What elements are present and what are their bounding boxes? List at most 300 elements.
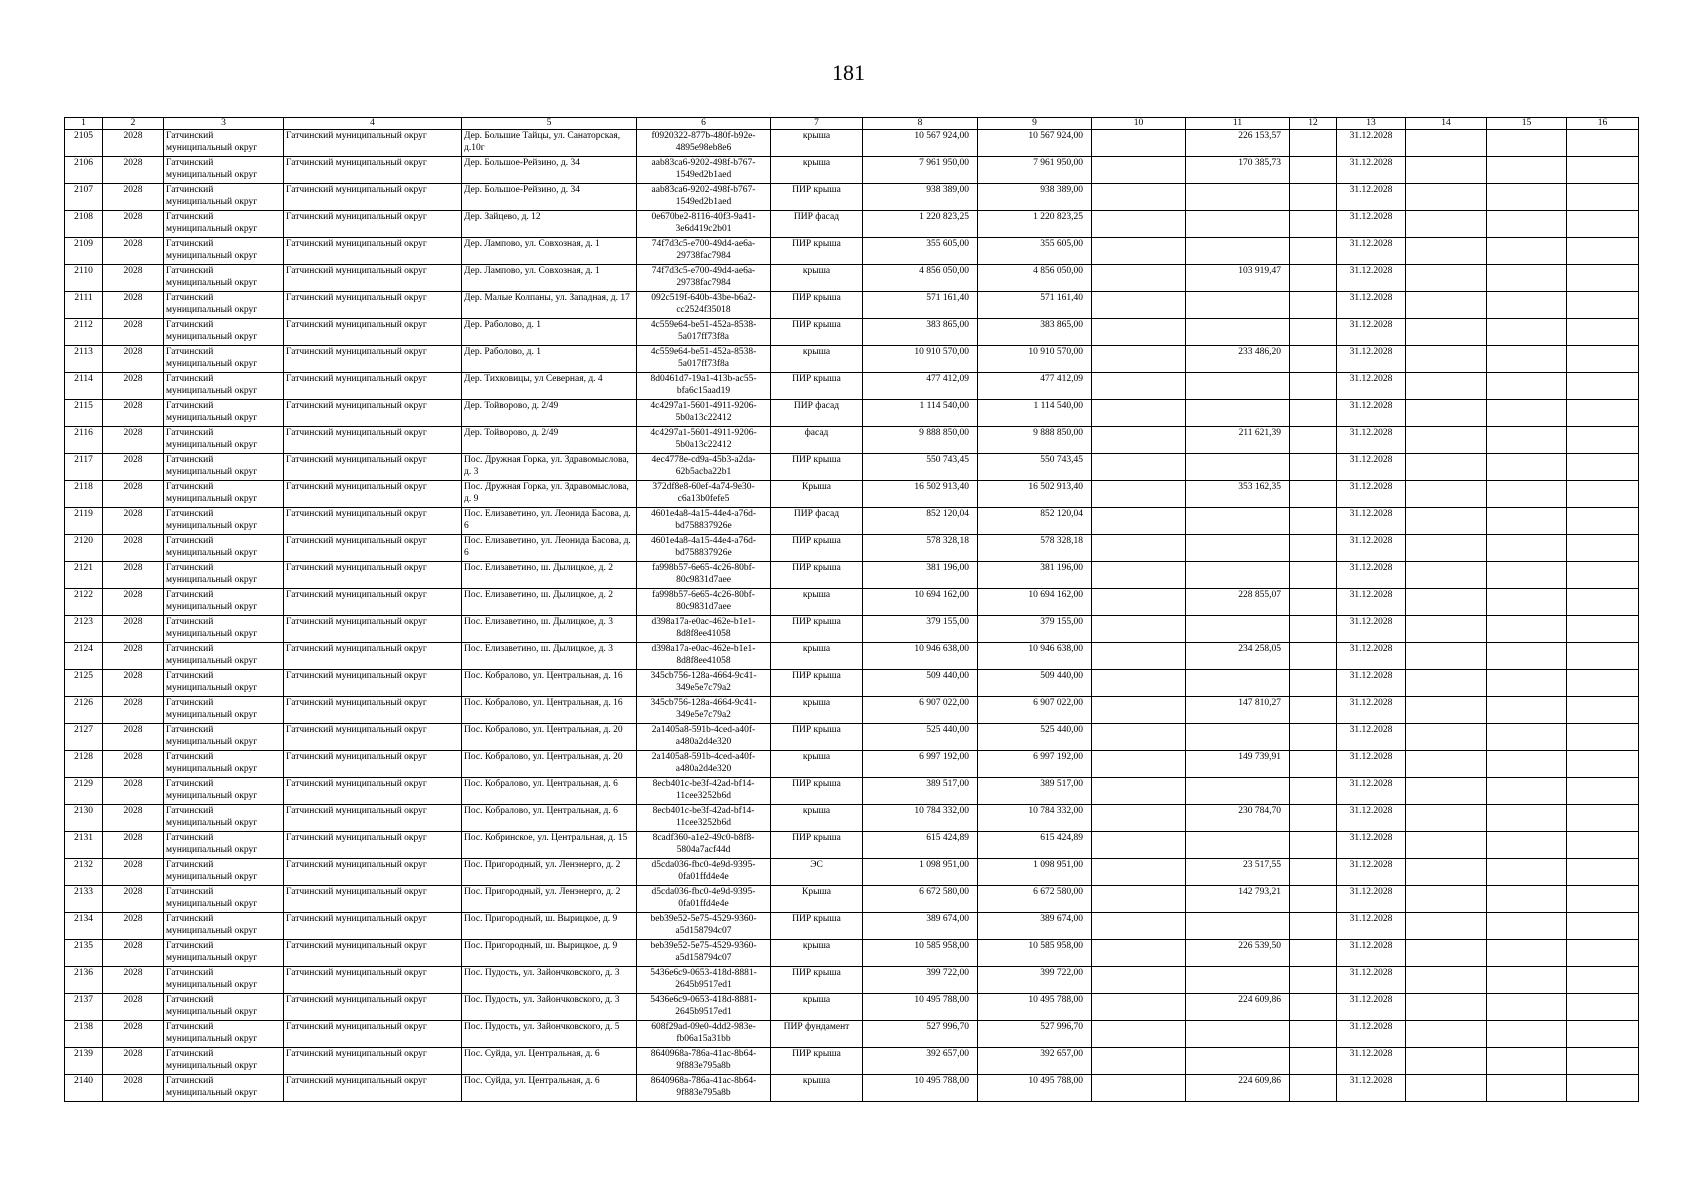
total-cost-cell: 550 743,45 [863,454,978,481]
column-10-cell [1092,670,1186,697]
column-15-cell [1487,994,1567,1021]
completion-date-cell: 31.12.2028 [1337,805,1406,832]
column-12-cell [1290,562,1337,589]
fund-cost-cell: 550 743,45 [978,454,1092,481]
completion-date-cell: 31.12.2028 [1337,967,1406,994]
column-10-cell [1092,832,1186,859]
column-11-cell: 142 793,21 [1186,886,1290,913]
table-row [65,238,1639,265]
completion-date-cell: 31.12.2028 [1337,670,1406,697]
address-cell: Пос. Елизаветино, ул. Леонида Басова, д. 6 [462,535,637,562]
column-10-cell [1092,238,1186,265]
column-12-cell [1290,130,1337,157]
house-guid-cell: 2a1405a8-591b-4ced-a40f-a480a2d4e320 [637,751,771,778]
year-cell: 2028 [103,1075,164,1102]
column-15-cell [1487,967,1567,994]
column-15-cell [1487,1021,1567,1048]
column-11-cell [1186,373,1290,400]
column-10-cell [1092,778,1186,805]
table-row [65,130,1639,157]
district-cell: Гатчинский муниципальный округ [284,265,462,292]
district-cell: Гатчинский муниципальный округ [284,751,462,778]
column-14-cell [1406,346,1487,373]
house-guid-cell: 8640968a-786a-41ac-8b64-9f883e795a8b [637,1048,771,1075]
column-10-cell [1092,292,1186,319]
work-type-cell: ПИР крыша [771,1048,863,1075]
column-number-header: 6 [637,118,771,130]
house-guid-cell: 372df8e8-60ef-4a74-9e30-c6a13b0fefe5 [637,481,771,508]
work-type-cell: крыша [771,805,863,832]
fund-cost-cell: 6 907 022,00 [978,697,1092,724]
table-row [65,346,1639,373]
work-type-cell: крыша [771,643,863,670]
fund-cost-cell: 399 722,00 [978,967,1092,994]
municipality-cell: Гатчинский муниципальный округ [164,967,284,994]
table-row [65,562,1639,589]
column-11-cell: 170 385,73 [1186,157,1290,184]
house-guid-cell: 4601e4a8-4a15-44e4-a76d-bd758837926e [637,535,771,562]
column-10-cell [1092,697,1186,724]
fund-cost-cell: 615 424,89 [978,832,1092,859]
address-cell: Пос. Пудость, ул. Зайончковского, д. 3 [462,994,637,1021]
address-cell: Дер. Тойворово, д. 2/49 [462,400,637,427]
table-row [65,1075,1639,1102]
address-cell: Пос. Суйда, ул. Центральная, д. 6 [462,1048,637,1075]
district-cell: Гатчинский муниципальный округ [284,832,462,859]
column-14-cell [1406,373,1487,400]
column-11-cell: 228 855,07 [1186,589,1290,616]
total-cost-cell: 4 856 050,00 [863,265,978,292]
table-row [65,805,1639,832]
column-16-cell [1567,319,1639,346]
row-number-cell: 2129 [65,778,103,805]
column-12-cell [1290,535,1337,562]
municipality-cell: Гатчинский муниципальный округ [164,346,284,373]
work-type-cell: крыша [771,940,863,967]
column-11-cell: 23 517,55 [1186,859,1290,886]
column-11-cell [1186,616,1290,643]
municipality-cell: Гатчинский муниципальный округ [164,1075,284,1102]
address-cell: Дер. Тойворово, д. 2/49 [462,427,637,454]
column-10-cell [1092,724,1186,751]
column-16-cell [1567,346,1639,373]
column-11-cell: 233 486,20 [1186,346,1290,373]
completion-date-cell: 31.12.2028 [1337,778,1406,805]
column-12-cell [1290,319,1337,346]
table-row [65,697,1639,724]
column-14-cell [1406,454,1487,481]
column-number-header: 2 [103,118,164,130]
district-cell: Гатчинский муниципальный округ [284,940,462,967]
municipality-cell: Гатчинский муниципальный округ [164,211,284,238]
row-number-cell: 2134 [65,913,103,940]
column-15-cell [1487,211,1567,238]
work-type-cell: крыша [771,346,863,373]
total-cost-cell: 355 605,00 [863,238,978,265]
column-15-cell [1487,562,1567,589]
municipality-cell: Гатчинский муниципальный округ [164,427,284,454]
table-row [65,211,1639,238]
column-10-cell [1092,211,1186,238]
column-15-cell [1487,292,1567,319]
table-row [65,1048,1639,1075]
column-16-cell [1567,562,1639,589]
column-10-cell [1092,616,1186,643]
column-12-cell [1290,1021,1337,1048]
column-10-cell [1092,886,1186,913]
year-cell: 2028 [103,562,164,589]
completion-date-cell: 31.12.2028 [1337,238,1406,265]
column-11-cell [1186,670,1290,697]
column-14-cell [1406,292,1487,319]
table-row [65,778,1639,805]
column-14-cell [1406,670,1487,697]
house-guid-cell: 092c519f-640b-43be-b6a2-cc2524f35018 [637,292,771,319]
column-14-cell [1406,157,1487,184]
column-11-cell: 353 162,35 [1186,481,1290,508]
year-cell: 2028 [103,130,164,157]
fund-cost-cell: 1 098 951,00 [978,859,1092,886]
municipality-cell: Гатчинский муниципальный округ [164,994,284,1021]
column-14-cell [1406,130,1487,157]
address-cell: Пос. Елизаветино, ш. Дылицкое, д. 2 [462,589,637,616]
work-type-cell: ПИР крыша [771,778,863,805]
district-cell: Гатчинский муниципальный округ [284,157,462,184]
column-14-cell [1406,400,1487,427]
column-11-cell: 226 539,50 [1186,940,1290,967]
completion-date-cell: 31.12.2028 [1337,508,1406,535]
district-cell: Гатчинский муниципальный округ [284,670,462,697]
year-cell: 2028 [103,886,164,913]
district-cell: Гатчинский муниципальный округ [284,805,462,832]
column-12-cell [1290,751,1337,778]
house-guid-cell: 8d0461d7-19a1-413b-ac55-bfa6c15aad19 [637,373,771,400]
column-11-cell [1186,319,1290,346]
column-11-cell: 234 258,05 [1186,643,1290,670]
house-guid-cell: 8640968a-786a-41ac-8b64-9f883e795a8b [637,1075,771,1102]
year-cell: 2028 [103,427,164,454]
year-cell: 2028 [103,724,164,751]
total-cost-cell: 571 161,40 [863,292,978,319]
completion-date-cell: 31.12.2028 [1337,346,1406,373]
column-15-cell [1487,940,1567,967]
work-type-cell: ПИР крыша [771,670,863,697]
column-10-cell [1092,940,1186,967]
column-15-cell [1487,859,1567,886]
address-cell: Пос. Елизаветино, ул. Леонида Басова, д. 6 [462,508,637,535]
fund-cost-cell: 477 412,09 [978,373,1092,400]
municipality-cell: Гатчинский муниципальный округ [164,751,284,778]
work-type-cell: ПИР крыша [771,373,863,400]
column-16-cell [1567,859,1639,886]
column-14-cell [1406,562,1487,589]
column-number-header: 13 [1337,118,1406,130]
total-cost-cell: 578 328,18 [863,535,978,562]
year-cell: 2028 [103,1021,164,1048]
column-15-cell [1487,346,1567,373]
column-15-cell [1487,481,1567,508]
column-15-cell [1487,427,1567,454]
municipality-cell: Гатчинский муниципальный округ [164,400,284,427]
address-cell: Пос. Дружная Горка, ул. Здравомыслова, д. 9 [462,481,637,508]
column-number-header: 5 [462,118,637,130]
house-guid-cell: 4c559e64-be51-452a-8538-5a017ff73f8a [637,319,771,346]
completion-date-cell: 31.12.2028 [1337,292,1406,319]
column-number-header: 15 [1487,118,1567,130]
work-type-cell: ПИР фасад [771,400,863,427]
total-cost-cell: 389 674,00 [863,913,978,940]
house-guid-cell: beb39e52-5e75-4529-9360-a5d158794c07 [637,940,771,967]
fund-cost-cell: 355 605,00 [978,238,1092,265]
column-11-cell [1186,535,1290,562]
table-row [65,643,1639,670]
municipality-cell: Гатчинский муниципальный округ [164,319,284,346]
table-row [65,913,1639,940]
work-type-cell: крыша [771,157,863,184]
address-cell: Пос. Кобралово, ул. Центральная, д. 6 [462,778,637,805]
column-12-cell [1290,805,1337,832]
table-row [65,508,1639,535]
column-14-cell [1406,238,1487,265]
municipality-cell: Гатчинский муниципальный округ [164,886,284,913]
address-cell: Дер. Большое-Рейзино, д. 34 [462,157,637,184]
column-15-cell [1487,130,1567,157]
district-cell: Гатчинский муниципальный округ [284,292,462,319]
district-cell: Гатчинский муниципальный округ [284,589,462,616]
column-12-cell [1290,238,1337,265]
completion-date-cell: 31.12.2028 [1337,481,1406,508]
work-type-cell: ПИР крыша [771,562,863,589]
house-guid-cell: 4c559e64-be51-452a-8538-5a017ff73f8a [637,346,771,373]
table-row [65,1021,1639,1048]
year-cell: 2028 [103,994,164,1021]
district-cell: Гатчинский муниципальный округ [284,1048,462,1075]
column-16-cell [1567,724,1639,751]
table-row [65,184,1639,211]
table-row [65,832,1639,859]
column-10-cell [1092,859,1186,886]
column-16-cell [1567,886,1639,913]
completion-date-cell: 31.12.2028 [1337,859,1406,886]
work-type-cell: ПИР крыша [771,319,863,346]
house-guid-cell: 4c4297a1-5601-4911-9206-5b0a13c22412 [637,400,771,427]
work-type-cell: ЭС [771,859,863,886]
column-14-cell [1406,427,1487,454]
fund-cost-cell: 379 155,00 [978,616,1092,643]
address-cell: Пос. Кобралово, ул. Центральная, д. 6 [462,805,637,832]
column-14-cell [1406,508,1487,535]
column-12-cell [1290,481,1337,508]
address-cell: Пос. Пригородный, ш. Вырицкое, д. 9 [462,913,637,940]
district-cell: Гатчинский муниципальный округ [284,859,462,886]
row-number-cell: 2122 [65,589,103,616]
column-14-cell [1406,589,1487,616]
column-14-cell [1406,751,1487,778]
work-type-cell: крыша [771,1075,863,1102]
column-16-cell [1567,1075,1639,1102]
district-cell: Гатчинский муниципальный округ [284,238,462,265]
total-cost-cell: 381 196,00 [863,562,978,589]
municipality-cell: Гатчинский муниципальный округ [164,238,284,265]
column-16-cell [1567,994,1639,1021]
column-11-cell: 224 609,86 [1186,1075,1290,1102]
column-12-cell [1290,157,1337,184]
total-cost-cell: 10 784 332,00 [863,805,978,832]
total-cost-cell: 10 910 570,00 [863,346,978,373]
column-number-header: 7 [771,118,863,130]
table-row [65,724,1639,751]
column-12-cell [1290,697,1337,724]
column-15-cell [1487,805,1567,832]
column-10-cell [1092,427,1186,454]
total-cost-cell: 1 220 823,25 [863,211,978,238]
district-cell: Гатчинский муниципальный округ [284,1021,462,1048]
year-cell: 2028 [103,454,164,481]
row-number-cell: 2114 [65,373,103,400]
address-cell: Пос. Кобралово, ул. Центральная, д. 16 [462,697,637,724]
column-16-cell [1567,508,1639,535]
house-guid-cell: 4601e4a8-4a15-44e4-a76d-bd758837926e [637,508,771,535]
address-cell: Пос. Кобралово, ул. Центральная, д. 16 [462,670,637,697]
column-16-cell [1567,967,1639,994]
row-number-cell: 2106 [65,157,103,184]
work-type-cell: ПИР крыша [771,967,863,994]
work-type-cell: ПИР фундамент [771,1021,863,1048]
total-cost-cell: 392 657,00 [863,1048,978,1075]
district-cell: Гатчинский муниципальный округ [284,535,462,562]
column-11-cell [1186,913,1290,940]
column-12-cell [1290,1048,1337,1075]
column-11-cell [1186,832,1290,859]
house-guid-cell: 608f29ad-09e0-4dd2-983e-fb06a15a31bb [637,1021,771,1048]
year-cell: 2028 [103,1048,164,1075]
column-14-cell [1406,184,1487,211]
year-cell: 2028 [103,832,164,859]
column-14-cell [1406,967,1487,994]
work-type-cell: ПИР крыша [771,292,863,319]
work-type-cell: Крыша [771,886,863,913]
fund-cost-cell: 389 674,00 [978,913,1092,940]
total-cost-cell: 10 946 638,00 [863,643,978,670]
district-cell: Гатчинский муниципальный округ [284,373,462,400]
year-cell: 2028 [103,859,164,886]
work-type-cell: ПИР крыша [771,184,863,211]
total-cost-cell: 10 495 788,00 [863,994,978,1021]
municipality-cell: Гатчинский муниципальный округ [164,562,284,589]
work-type-cell: крыша [771,697,863,724]
fund-cost-cell: 938 389,00 [978,184,1092,211]
row-number-cell: 2121 [65,562,103,589]
column-12-cell [1290,292,1337,319]
column-10-cell [1092,643,1186,670]
municipality-cell: Гатчинский муниципальный округ [164,1048,284,1075]
year-cell: 2028 [103,319,164,346]
total-cost-cell: 10 694 162,00 [863,589,978,616]
table-row [65,886,1639,913]
column-14-cell [1406,859,1487,886]
row-number-cell: 2131 [65,832,103,859]
column-10-cell [1092,508,1186,535]
work-type-cell: крыша [771,265,863,292]
column-14-cell [1406,319,1487,346]
completion-date-cell: 31.12.2028 [1337,913,1406,940]
column-16-cell [1567,913,1639,940]
column-16-cell [1567,292,1639,319]
district-cell: Гатчинский муниципальный округ [284,562,462,589]
column-15-cell [1487,886,1567,913]
district-cell: Гатчинский муниципальный округ [284,994,462,1021]
column-10-cell [1092,265,1186,292]
column-number-header-row [65,118,1639,130]
column-12-cell [1290,967,1337,994]
house-guid-cell: 4ec4778e-cd9a-45b3-a2da-62b5acba22b1 [637,454,771,481]
column-14-cell [1406,778,1487,805]
column-10-cell [1092,157,1186,184]
house-guid-cell: d398a17a-e0ac-462e-b1e1-8d8f8ee41058 [637,616,771,643]
column-10-cell [1092,184,1186,211]
column-14-cell [1406,994,1487,1021]
row-number-cell: 2133 [65,886,103,913]
column-14-cell [1406,913,1487,940]
column-number-header: 12 [1290,118,1337,130]
completion-date-cell: 31.12.2028 [1337,616,1406,643]
house-guid-cell: 0e670be2-8116-40f3-9a41-3e6d419c2b01 [637,211,771,238]
address-cell: Пос. Кобринское, ул. Центральная, д. 15 [462,832,637,859]
house-guid-cell: 345cb756-128a-4664-9c41-349e5e7c79a2 [637,697,771,724]
work-type-cell: ПИР крыша [771,616,863,643]
table-row [65,292,1639,319]
completion-date-cell: 31.12.2028 [1337,319,1406,346]
house-guid-cell: 4c4297a1-5601-4911-9206-5b0a13c22412 [637,427,771,454]
fund-cost-cell: 10 694 162,00 [978,589,1092,616]
district-cell: Гатчинский муниципальный округ [284,184,462,211]
district-cell: Гатчинский муниципальный округ [284,697,462,724]
address-cell: Пос. Пудость, ул. Зайончковского, д. 3 [462,967,637,994]
address-cell: Дер. Тихковицы, ул Северная, д. 4 [462,373,637,400]
table-row [65,751,1639,778]
column-12-cell [1290,1075,1337,1102]
completion-date-cell: 31.12.2028 [1337,562,1406,589]
total-cost-cell: 1 098 951,00 [863,859,978,886]
work-type-cell: ПИР крыша [771,724,863,751]
total-cost-cell: 389 517,00 [863,778,978,805]
completion-date-cell: 31.12.2028 [1337,832,1406,859]
district-cell: Гатчинский муниципальный округ [284,913,462,940]
house-guid-cell: beb39e52-5e75-4529-9360-a5d158794c07 [637,913,771,940]
row-number-cell: 2124 [65,643,103,670]
total-cost-cell: 7 961 950,00 [863,157,978,184]
district-cell: Гатчинский муниципальный округ [284,778,462,805]
column-11-cell: 149 739,91 [1186,751,1290,778]
column-10-cell [1092,1075,1186,1102]
column-11-cell: 103 919,47 [1186,265,1290,292]
municipality-cell: Гатчинский муниципальный округ [164,292,284,319]
column-11-cell [1186,967,1290,994]
table-row [65,589,1639,616]
column-14-cell [1406,616,1487,643]
row-number-cell: 2127 [65,724,103,751]
column-15-cell [1487,751,1567,778]
column-12-cell [1290,913,1337,940]
column-16-cell [1567,454,1639,481]
address-cell: Дер. Большие Тайцы, ул. Санаторская, д.10г [462,130,637,157]
column-11-cell [1186,211,1290,238]
district-cell: Гатчинский муниципальный округ [284,724,462,751]
column-12-cell [1290,346,1337,373]
column-11-cell: 230 784,70 [1186,805,1290,832]
table-row [65,967,1639,994]
completion-date-cell: 31.12.2028 [1337,427,1406,454]
